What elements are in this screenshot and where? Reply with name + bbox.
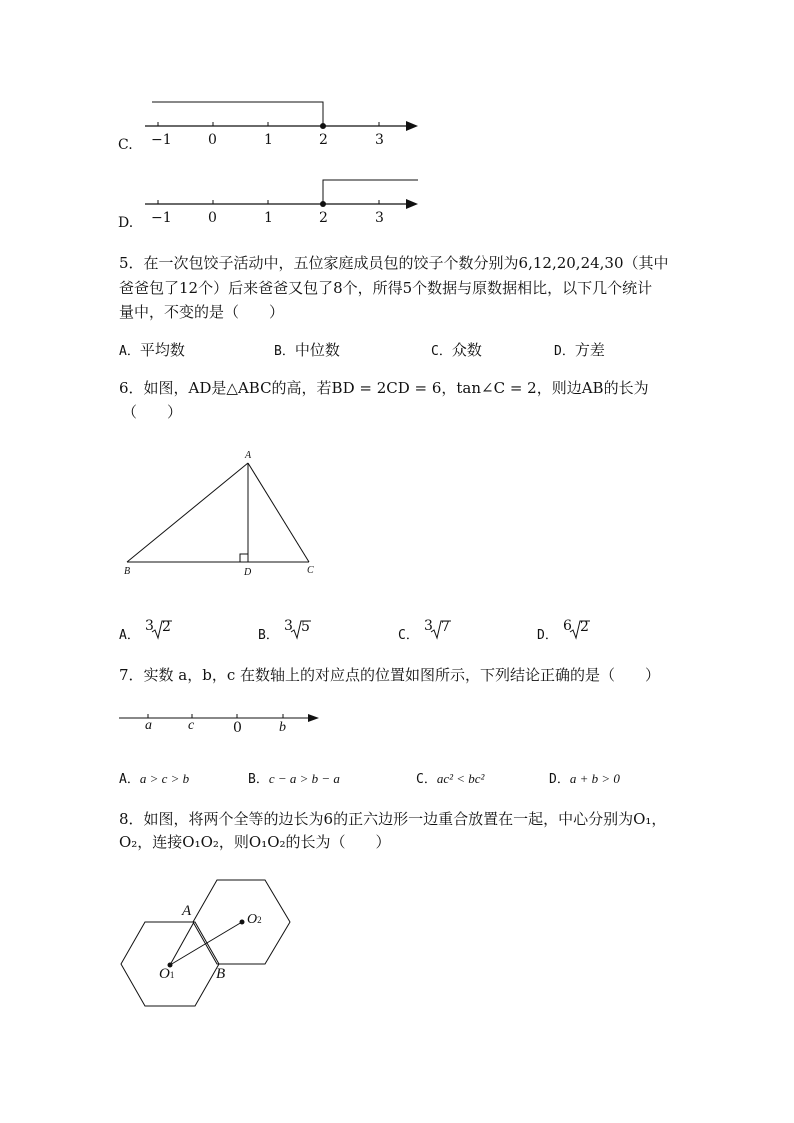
q7-option-b-text: c − a > b − a: [268, 771, 340, 786]
q8-label-o1-sub: 1: [169, 970, 175, 980]
q7-stem-line1: 7．实数 a，b，c 在数轴上的对应点的位置如图所示，下列结论正确的是（ ）: [119, 666, 661, 684]
q4c-tick-2: 2: [319, 132, 328, 148]
q6-option-d-coef: 6: [563, 618, 572, 634]
q6-stem-line1: 6．如图，AD是△ABC的高，若BD = 2CD = 6，tan∠C = 2，则边AB的长为: [119, 379, 649, 397]
q6-stem-line2: （ ）: [122, 403, 183, 421]
q8-label-o2: [247, 912, 262, 928]
q4c-tick-3: 3: [375, 132, 384, 148]
q5-stem-line1: 5．在一次包饺子活动中，五位家庭成员包的饺子个数分别为6,12,20,24,30（其中: [119, 254, 669, 272]
q4c-tick-neg1: −1: [151, 132, 172, 148]
q6-option-a-rad: 2: [162, 619, 171, 635]
q6-option-d-rad: 2: [580, 619, 589, 635]
q4d-tick-3: 3: [375, 210, 384, 226]
q8-label-o2-letter: O: [247, 912, 258, 927]
q4-option-c-label[interactable]: C.: [118, 137, 133, 153]
q6-label-c: C: [307, 565, 314, 576]
q6-option-a-letter: A．: [119, 628, 140, 643]
q4d-tick-0: 0: [208, 210, 217, 226]
q8-label-o2-sub: 2: [257, 915, 262, 925]
q7-option-a-text: a > c > b: [139, 771, 190, 786]
q5-option-c-text: 众数: [451, 341, 482, 359]
q7-option-a-letter: A．: [119, 772, 140, 787]
q5-option-a-letter: A．: [119, 344, 140, 359]
q4c-tick-1: 1: [264, 132, 273, 148]
q7-option-d-letter: D．: [549, 772, 570, 787]
q7-option-c-text: ac² < bc²: [436, 771, 485, 786]
q5-option-c-letter: C．: [431, 344, 452, 359]
q6-option-b-rad: 5: [301, 619, 310, 635]
q7-axis-c: c: [188, 718, 195, 733]
q6-label-a: A: [245, 450, 252, 461]
q6-option-b-coef: 3: [284, 618, 293, 634]
q4d-tick-1: 1: [264, 210, 273, 226]
q6-option-a-coef: 3: [145, 618, 154, 634]
q6-option-b-letter: B．: [258, 628, 279, 643]
q8-label-a: A: [182, 903, 192, 919]
q7-option-d-text: a + b > 0: [569, 771, 620, 786]
q8-label-o1: [159, 966, 174, 983]
q7-axis-b: b: [279, 720, 286, 735]
q4c-tick-0: 0: [208, 132, 217, 148]
q4-option-d-label[interactable]: D.: [118, 215, 134, 231]
q7-option-b-letter: B．: [248, 772, 269, 787]
q5-option-b-letter: B．: [274, 344, 295, 359]
q5-option-a-text: 平均数: [139, 341, 185, 359]
q5-option-d-text: 方差: [574, 341, 605, 359]
q8-stem-line2: O₂，连接O₁O₂，则O₁O₂的长为（ ）: [119, 833, 391, 851]
q8-stem-line1: 8．如图，将两个全等的边长为6的正六边形一边重合放置在一起，中心分别为O₁，: [119, 810, 667, 828]
q7-option-c-letter: C．: [416, 772, 437, 787]
q5-stem-line2: 爸爸包了12个）后来爸爸又包了8个，所得5个数据与原数据相比，以下几个统计: [119, 279, 653, 297]
q4d-tick-2: 2: [319, 210, 328, 226]
q5-option-b-text: 中位数: [294, 341, 340, 359]
q6-option-c-coef: 3: [424, 618, 433, 634]
q5-stem-line3: 量中，不变的是（ ）: [119, 303, 285, 321]
q6-label-d: D: [244, 567, 252, 578]
q8-label-b: B: [216, 966, 226, 982]
q6-option-c-letter: C．: [398, 628, 419, 643]
q6-option-c-rad: 7: [441, 619, 450, 635]
q8-label-o1-letter: O: [159, 966, 170, 982]
q7-axis-a: a: [145, 718, 152, 733]
q5-option-d-letter: D．: [554, 344, 575, 359]
q6-label-b: B: [124, 566, 131, 577]
q4d-tick-neg1: −1: [151, 210, 172, 226]
q7-axis-0: 0: [233, 720, 242, 736]
q6-option-d-letter: D．: [537, 628, 558, 643]
